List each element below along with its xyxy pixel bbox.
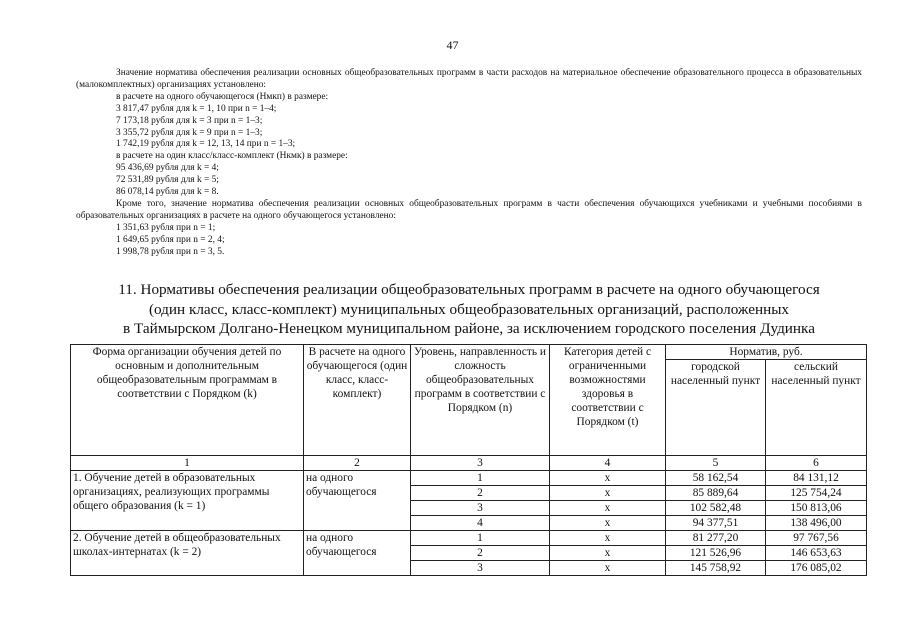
header-urban: городской населенный пункт [666, 360, 766, 456]
table-header-row [71, 345, 867, 360]
urban-value-cell: 145 758,92 [666, 561, 766, 576]
rural-value-cell: 146 653,63 [766, 546, 867, 561]
intro-text [76, 68, 862, 259]
group-form-cell: 1. Обучение детей в образовательных организациях, реализующих программы общего образования (k = 1) [71, 471, 304, 531]
column-number: 1 [71, 456, 304, 471]
category-cell: x [550, 546, 666, 561]
urban-value-cell: 121 526,96 [666, 546, 766, 561]
urban-value-cell: 58 162,54 [666, 471, 766, 486]
per-student-line: 7 173,18 рубля для k = 3 при n = 1–3; [116, 115, 263, 126]
textbook-line: 1 998,78 рубля при n = 3, 5. [116, 246, 225, 257]
group-calc-cell: на одного обучающегося [304, 471, 411, 531]
table-row [71, 471, 867, 486]
section-heading-line: (один класс, класс-комплект) муниципальных общеобразовательных организаций, расположенных [148, 300, 790, 318]
per-student-label: в расчете на одного обучающегося (Нмкп) в размере: [116, 91, 329, 102]
level-cell: 4 [411, 516, 550, 531]
page-number: 47 [446, 38, 459, 52]
rural-value-cell: 84 131,12 [766, 471, 867, 486]
category-cell: x [550, 516, 666, 531]
textbook-line: 1 351,63 рубля при n = 1; [116, 222, 216, 233]
urban-value-cell: 85 889,64 [666, 486, 766, 501]
rural-value-cell: 97 767,56 [766, 531, 867, 546]
rural-value-cell: 176 085,02 [766, 561, 867, 576]
per-class-line: 86 078,14 рубля для k = 8. [116, 187, 219, 198]
column-number: 5 [666, 456, 766, 471]
per-class-line: 72 531,89 рубля для k = 5; [116, 175, 219, 186]
table-row [71, 531, 867, 546]
level-cell: 2 [411, 546, 550, 561]
intro-paragraph-textbooks: Кроме того, значение норматива обеспечения реализации основных общеобразовательных программ в части обеспечения обучающихся учебниками и учебными пособиями в образовательных организациях в расчете на одного обучающегося установлено: [76, 198, 862, 221]
group-form-cell: 2. Обучение детей в общеобразовательных школах-интернатах (k = 2) [71, 531, 304, 576]
rural-value-cell: 138 496,00 [766, 516, 867, 531]
per-class-line: 95 436,69 рубля для k = 4; [116, 163, 219, 174]
column-number: 6 [766, 456, 867, 471]
urban-value-cell: 102 582,48 [666, 501, 766, 516]
per-student-line: 1 742,19 рубля для k = 12, 13, 14 при n = 1–3; [116, 139, 296, 150]
level-cell: 3 [411, 561, 550, 576]
header-norm: Норматив, руб. [666, 345, 867, 360]
rural-value-cell: 150 813,06 [766, 501, 867, 516]
intro-paragraph-materials: Значение норматива обеспечения реализации основных общеобразовательных программ в части расходов на материальное обеспечение образовательного процесса в образовательных (малокомплектных) организациях установлено: [76, 68, 862, 90]
per-student-line: 3 817,47 рубля для k = 1, 10 при n = 1–4; [116, 103, 277, 114]
section-heading-line: 11. Нормативы обеспечения реализации общеобразовательных программ в расчете на одного обучающегося [118, 281, 820, 298]
level-cell: 3 [411, 501, 550, 516]
category-cell: x [550, 486, 666, 501]
header-rural: сельский населенный пункт [766, 360, 867, 456]
category-cell: x [550, 471, 666, 486]
header-level: Уровень, направленность и сложность общеобразовательных программ в соответствии с Порядком (n) [411, 345, 550, 456]
column-number: 2 [304, 456, 411, 471]
section-heading-line: в Таймырском Долгано-Ненецком муниципальном районе, за исключением городского поселения Дудинка [123, 320, 815, 337]
category-cell: x [550, 501, 666, 516]
textbook-line: 1 649,65 рубля при n = 2, 4; [116, 234, 225, 245]
per-class-label: в расчете на один класс/класс-комплект (Нкмк) в размере: [116, 151, 348, 162]
group-calc-cell: на одного обучающегося [304, 531, 411, 576]
section-heading [60, 280, 878, 339]
column-number-row [71, 456, 867, 471]
rural-value-cell: 125 754,24 [766, 486, 867, 501]
urban-value-cell: 94 377,51 [666, 516, 766, 531]
header-calc: В расчете на одного обучающегося (один класс, класс-комплект) [304, 345, 411, 456]
category-cell: x [550, 531, 666, 546]
urban-value-cell: 81 277,20 [666, 531, 766, 546]
header-category: Категория детей с ограниченными возможностями здоровья в соответствии с Порядком (t) [550, 345, 666, 456]
norms-table [70, 344, 867, 576]
column-number: 4 [550, 456, 666, 471]
level-cell: 1 [411, 471, 550, 486]
category-cell: x [550, 561, 666, 576]
column-number: 3 [411, 456, 550, 471]
level-cell: 1 [411, 531, 550, 546]
header-form: Форма организации обучения детей по основным и дополнительным общеобразовательным программам в соответствии с Порядком (k) [71, 345, 304, 456]
level-cell: 2 [411, 486, 550, 501]
per-student-line: 3 355,72 рубля для k = 9 при n = 1–3; [116, 127, 263, 138]
